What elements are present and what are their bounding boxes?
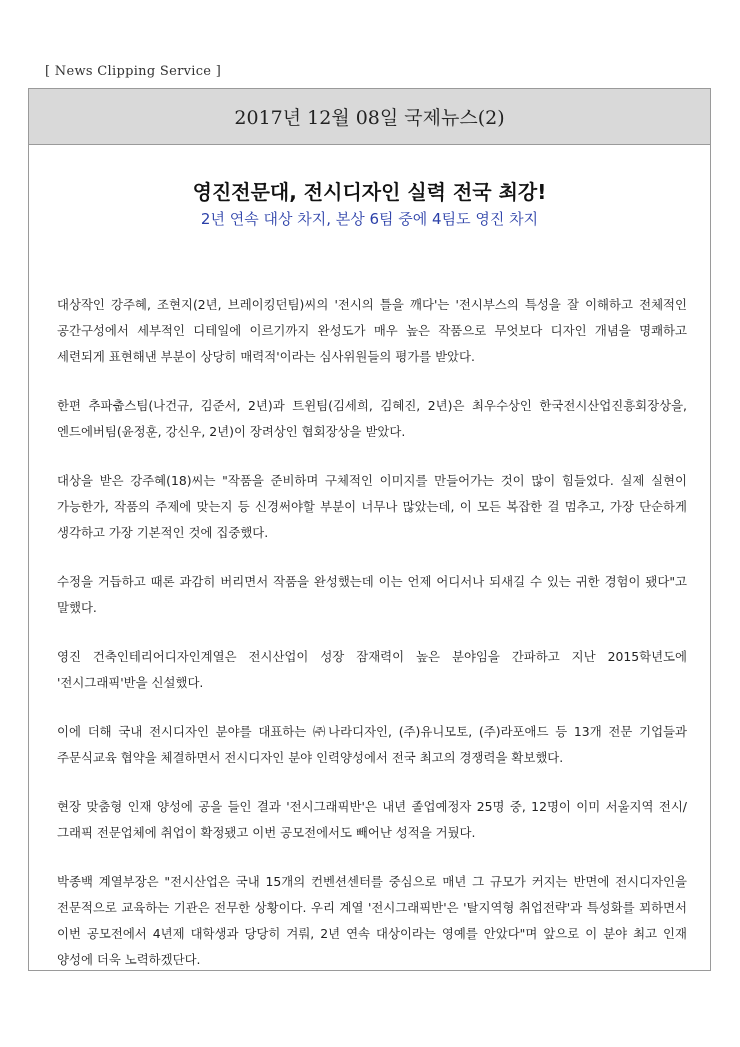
article-subhead: 2년 연속 대상 차지, 본상 6팀 중에 4팀도 영진 차지 [200,210,539,228]
paragraph: 한편 추파춥스팀(나건규, 김준서, 2년)과 트윈팀(김세희, 김혜진, 2년)은 최우수상인 한국전시산업진흥회장상을, 엔드에버팀(윤정훈, 강신우, 2년)이 장려상인 협회장상을 받았다. [57,398,687,439]
paragraph: 대상을 받은 강주혜(18)씨는 "작품을 준비하며 구체적인 이미지를 만들어가는 것이 많이 힘들었다. 실제 실현이 가능한가, 작품의 주제에 맞는지 등 신경써야할 부분이 너무나 많았는데, 이 모든 복잡한 걸 멈추고, 가장 단순하게 생각하고 가장 기본적인 것에 집중했다. [57,473,687,540]
paragraph: 박종백 계열부장은 "전시산업은 국내 15개의 컨벤션센터를 중심으로 매년 그 규모가 커지는 반면에 전시디자인을 전문적으로 교육하는 기관은 전무한 상황이다. 우리 계열 '전시그래픽반'은 '탈지역형 취업전략'과 특성화를 꾀하면서 이번 공모전에서 4년제 대학생과 당당히 겨뤄, 2년 연속 대상이라는 영예를 안았다"며 앞으로 이 분야 최고 인재 양성에 더욱 노력하겠단다. [57,874,687,967]
paragraph: 이에 더해 국내 전시디자인 분야를 대표하는 ㈜나라디자인, (주)유니모토, (주)라포애드 등 13개 전문 기업들과 주문식교육 협약을 체결하면서 전시디자인 분야 인력양성에서 전국 최고의 경쟁력을 확보했다. [57,724,687,765]
paragraph: 수정을 거듭하고 때론 과감히 버리면서 작품을 완성했는데 이는 언제 어디서나 되새길 수 있는 귀한 경험이 됐다"고 말했다. [57,574,687,615]
date-title: 2017년 12월 08일 국제뉴스(2) [29,89,710,145]
clipping-frame [28,88,711,971]
paragraph: 현장 맞춤형 인재 양성에 공을 들인 결과 '전시그래픽반'은 내년 졸업예정자 25명 중, 12명이 이미 서울지역 전시/그래픽 전문업체에 취업이 확정됐고 이번 공모전에서도 빼어난 성적을 거뒀다. [57,799,687,840]
paragraph: 영진 건축인테리어디자인계열은 전시산업이 성장 잠재력이 높은 분야임을 간파하고 지난 2015학년도에 '전시그래픽'반을 신설했다. [57,649,687,690]
article-body [57,292,687,996]
article-headline: 영진전문대, 전시디자인 실력 전국 최강! [192,180,547,204]
paragraph: 대상작인 강주혜, 조현지(2년, 브레이킹던팀)씨의 '전시의 틀을 깨다'는 '전시부스의 특성을 잘 이해하고 전체적인 공간구성에서 세부적인 디테일에 이르기까지 완성도가 매우 높은 작품으로 무엇보다 디자인 개념을 명쾌하고 세련되게 표현해낸 부분이 상당히 매력적'이라는 심사위원들의 평가를 받았다. [57,297,687,364]
service-label: [ News Clipping Service ] [45,64,222,79]
